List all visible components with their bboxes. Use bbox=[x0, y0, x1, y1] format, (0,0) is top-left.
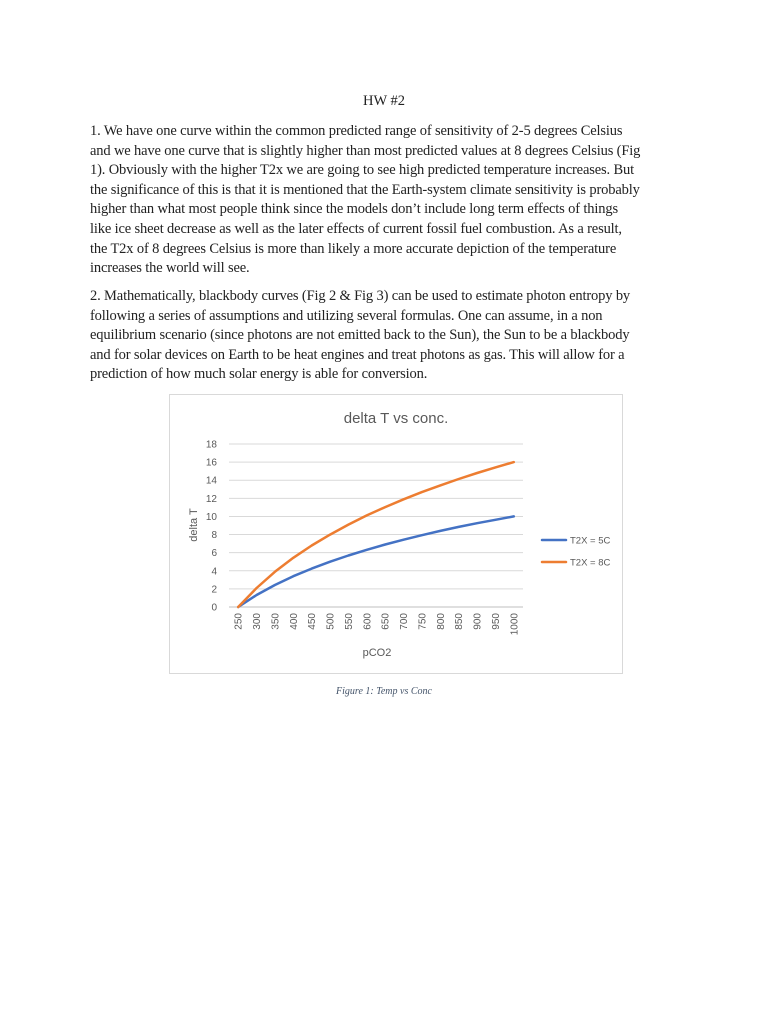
paragraph-1-line: like ice sheet decrease as well as the later effects of current fossil fuel combustion. As a result, bbox=[90, 220, 622, 237]
x-tick-label: 450 bbox=[307, 613, 319, 630]
data-point bbox=[403, 539, 405, 541]
y-tick-label: 2 bbox=[211, 584, 217, 596]
data-point bbox=[458, 526, 460, 528]
data-point bbox=[274, 584, 276, 586]
x-tick-label: 950 bbox=[490, 613, 502, 630]
x-tick-label: 900 bbox=[472, 613, 484, 630]
legend-label: T2X = 5C bbox=[570, 535, 611, 547]
data-point bbox=[292, 557, 294, 559]
data-point bbox=[366, 549, 368, 551]
data-point bbox=[348, 555, 350, 557]
x-axis-label: pCO2 bbox=[362, 647, 392, 659]
y-tick-label: 16 bbox=[205, 457, 217, 469]
paragraph-1-line: 1. We have one curve within the common predicted range of sensitivity of 2-5 degrees Celsius bbox=[90, 123, 623, 139]
paragraph-1-line: increases the world will see. bbox=[90, 260, 250, 277]
data-point bbox=[348, 524, 350, 526]
paragraph-2-line: prediction of how much solar energy is able for conversion. bbox=[90, 366, 428, 383]
document-title: HW #2 bbox=[362, 93, 406, 109]
data-point bbox=[384, 506, 386, 508]
data-point bbox=[421, 534, 423, 536]
data-point bbox=[311, 545, 313, 547]
series-line bbox=[238, 516, 514, 607]
chart-frame bbox=[169, 394, 623, 674]
y-axis-label: delta T bbox=[188, 508, 200, 542]
y-tick-label: 8 bbox=[211, 530, 217, 542]
paragraph-2 bbox=[90, 287, 682, 385]
data-point bbox=[495, 519, 497, 521]
data-point bbox=[329, 561, 331, 563]
x-tick-label: 1000 bbox=[509, 613, 521, 636]
y-tick-label: 18 bbox=[205, 439, 217, 451]
x-tick-label: 850 bbox=[454, 613, 466, 630]
x-axis-ticks bbox=[234, 613, 521, 636]
data-point bbox=[384, 544, 386, 546]
y-tick-label: 6 bbox=[211, 548, 217, 560]
paragraph-1-line: the significance of this is that it is mentioned that the Earth-system climate sensitivity is probably bbox=[90, 181, 640, 198]
figure-caption: Figure 1: Temp vs Conc bbox=[336, 686, 432, 697]
x-tick-label: 400 bbox=[288, 613, 300, 630]
x-tick-label: 500 bbox=[325, 613, 337, 630]
paragraph-1-line: higher than what most people think since the models don’t include long term effects of things bbox=[90, 201, 618, 218]
data-point bbox=[476, 522, 478, 524]
paragraph-2-line: equilibrium scenario (since photons are not emitted back to the Sun), the Sun to be a blackbody bbox=[90, 327, 630, 344]
paragraph-1-line: the T2x of 8 degrees Celsius is more than likely a more accurate depiction of the temperature bbox=[90, 240, 617, 257]
paragraph-1-line: and we have one curve that is slightly higher than most predicted values at 8 degrees Celsius (Fig bbox=[90, 142, 641, 159]
data-point bbox=[292, 575, 294, 577]
data-point bbox=[513, 461, 515, 463]
data-point bbox=[403, 498, 405, 500]
x-tick-label: 350 bbox=[270, 613, 282, 630]
x-tick-label: 550 bbox=[343, 613, 355, 630]
y-tick-label: 12 bbox=[205, 493, 217, 505]
data-point bbox=[256, 594, 258, 596]
x-tick-label: 250 bbox=[233, 613, 245, 630]
data-point bbox=[329, 534, 331, 536]
data-point bbox=[237, 606, 239, 608]
paragraph-2-line: 2. Mathematically, blackbody curves (Fig 2 & Fig 3) can be used to estimate photon entropy by bbox=[90, 288, 631, 304]
paragraph-1 bbox=[90, 122, 682, 279]
x-tick-label: 700 bbox=[399, 613, 411, 630]
data-point bbox=[458, 478, 460, 480]
chart-legend bbox=[542, 536, 611, 569]
data-point bbox=[495, 466, 497, 468]
data-point bbox=[513, 516, 515, 518]
y-tick-label: 14 bbox=[205, 475, 217, 487]
x-tick-label: 800 bbox=[435, 613, 447, 630]
data-point bbox=[421, 491, 423, 493]
y-tick-label: 4 bbox=[211, 566, 217, 578]
data-point bbox=[439, 530, 441, 532]
data-point bbox=[274, 571, 276, 573]
y-tick-label: 10 bbox=[205, 511, 217, 523]
y-tick-label: 0 bbox=[211, 602, 217, 614]
data-point bbox=[256, 587, 258, 589]
x-tick-label: 300 bbox=[252, 613, 264, 630]
legend-label: T2X = 8C bbox=[570, 557, 611, 569]
x-tick-label: 600 bbox=[362, 613, 374, 630]
paragraph-1-line: 1). Obviously with the higher T2x we are going to see high predicted temperature increases. But bbox=[90, 162, 634, 179]
data-point bbox=[476, 472, 478, 474]
x-tick-label: 650 bbox=[380, 613, 392, 630]
paragraph-2-line: and for solar devices on Earth to be heat engines and treat photons as gas. This will allow for a bbox=[90, 346, 625, 363]
chart-gridlines bbox=[229, 444, 523, 607]
y-axis-ticks bbox=[206, 440, 218, 614]
line-chart bbox=[170, 395, 622, 673]
data-point bbox=[439, 484, 441, 486]
chart-title: delta T vs conc. bbox=[343, 410, 449, 427]
data-point bbox=[311, 568, 313, 570]
x-tick-label: 750 bbox=[417, 613, 429, 630]
data-point bbox=[366, 515, 368, 517]
paragraph-2-line: following a series of assumptions and utilizing several formulas. One can assume, in a non bbox=[90, 307, 603, 324]
